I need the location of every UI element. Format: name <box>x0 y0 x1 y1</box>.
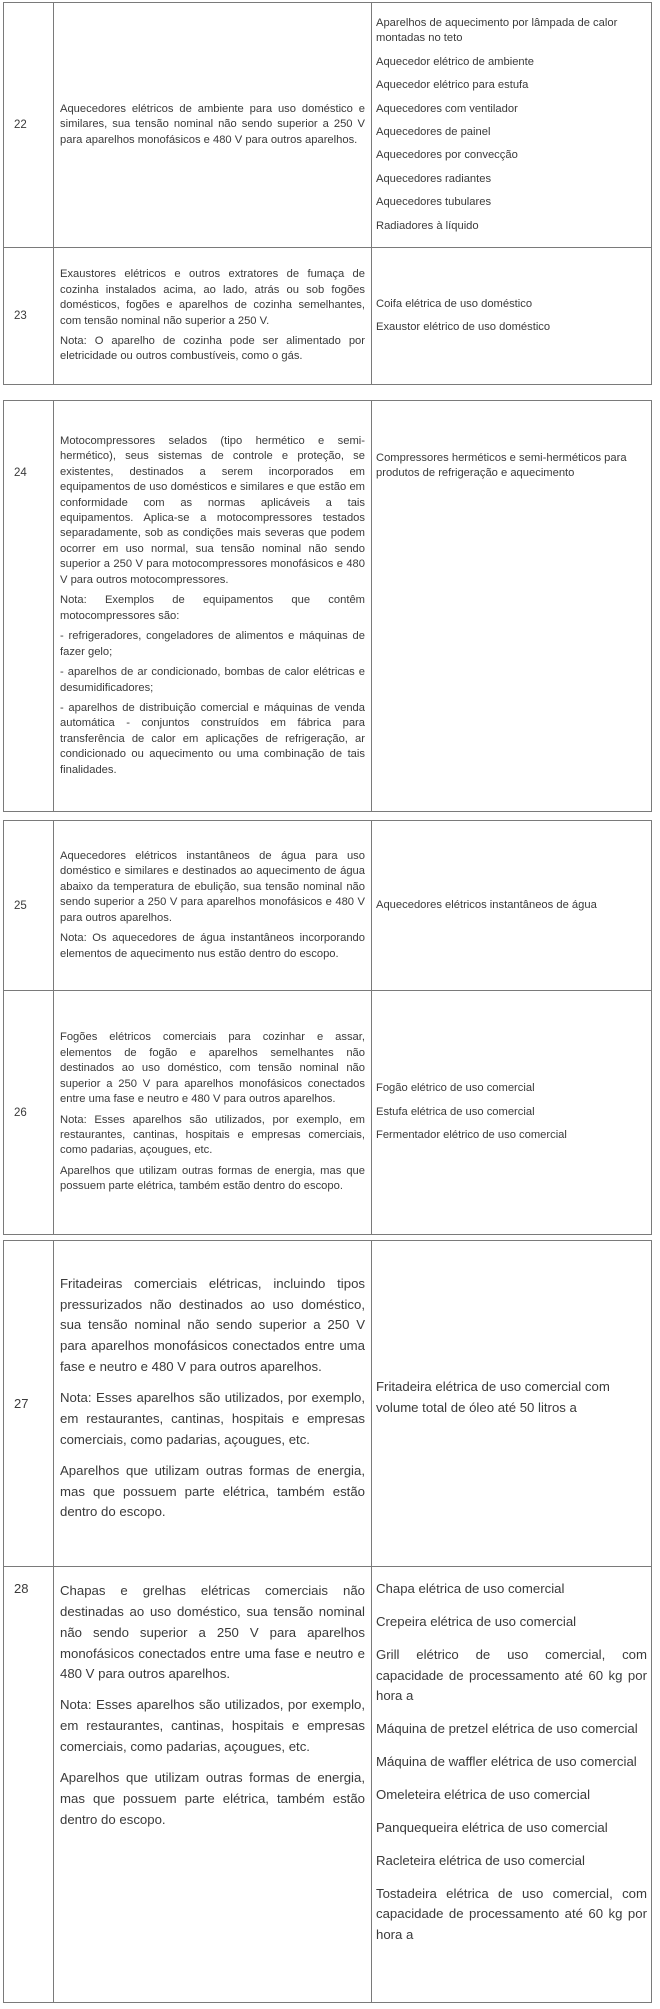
description-paragraph: Aquecedores elétricos instantâneos de água para uso doméstico e similares e destinados ao aquecimento de água abaixo da temperatura de ebulição, sua tensão nominal não sendo superior a 250 V para aparelhos monofásicos e 480 V para outros aparelhos. <box>60 849 365 924</box>
product-item: Aquecedores com ventilador <box>376 102 518 115</box>
description-paragraph: Aparelhos que utilizam outras formas de energia, mas que possuem parte elétrica, também estão dentro do escopo. <box>60 1769 365 1827</box>
row-number: 24 <box>4 401 54 812</box>
row-description <box>54 1241 372 1567</box>
product-item: Radiadores à líquido <box>376 219 479 232</box>
table-row <box>4 3 652 248</box>
description-paragraph: Exaustores elétricos e outros extratores de fumaça de cozinha instalados acima, ao lado, atrás ou sob fogões domésticos, fogões e aparelhos de cozinha semelhantes, com tensão nominal não superior a 250 V. <box>60 268 365 327</box>
table-segment-1 <box>3 2 652 385</box>
row-description <box>54 1567 372 2003</box>
product-item: Coifa elétrica de uso doméstico <box>376 297 533 310</box>
description-paragraph: - aparelhos de ar condicionado, bombas de calor elétricas e desumidificadores; <box>60 666 365 694</box>
product-item: Fogão elétrico de uso comercial <box>376 1082 535 1095</box>
table-row <box>4 401 652 812</box>
product-item: Fritadeira elétrica de uso comercial com volume total de óleo até 50 litros a <box>376 1378 610 1415</box>
row-number: 25 <box>4 821 54 991</box>
table-segment-2 <box>3 400 652 812</box>
description-paragraph: Motocompressores selados (tipo hermético e semi-hermético), seus sistemas de controle e proteção, se existentes, destinados a serem incorporados em equipamentos de uso domésticos e similares e que estão em conformidade com as normas aplicáveis a tais equipamentos. Aplica-se a motocompressores testados separadamente, sob as condições mais severas que podem ocorrer em uso normal, sua tensão nominal não sendo superior a 250 V para motocompressores monofásicos e 480 V para outros motocompressores. <box>60 434 365 586</box>
row-products <box>372 821 652 991</box>
product-item: Crepeira elétrica de uso comercial <box>376 1613 577 1629</box>
description-paragraph: Nota: Exemplos de equipamentos que contêm motocompressores são: <box>60 594 365 622</box>
product-item: Panquequeira elétrica de uso comercial <box>376 1819 608 1835</box>
product-item: Aquecedores de painel <box>376 126 491 138</box>
product-item: Chapa elétrica de uso comercial <box>376 1581 565 1596</box>
description-paragraph: Nota: O aparelho de cozinha pode ser alimentado por eletricidade ou outros combustíveis, como o gás. <box>60 334 365 363</box>
row-products <box>372 991 652 1235</box>
table-row <box>4 991 652 1235</box>
row-products <box>372 401 652 812</box>
product-item: Aquecedores tubulares <box>376 196 492 209</box>
product-item: Grill elétrico de uso comercial, com capacidade de processamento até 60 kg por hora a <box>376 1646 647 1704</box>
product-item: Exaustor elétrico de uso doméstico <box>376 321 551 333</box>
product-item: Estufa elétrica de uso comercial <box>376 1105 535 1118</box>
row-description <box>54 401 372 812</box>
row-number: 26 <box>4 991 54 1235</box>
product-item: Aquecedores elétricos instantâneos de água <box>376 898 597 911</box>
row-number: 22 <box>4 3 54 248</box>
table-segment-3 <box>3 820 652 1235</box>
product-item: Fermentador elétrico de uso comercial <box>376 1129 567 1142</box>
table-row <box>4 1567 652 2003</box>
product-item: Aquecedor elétrico de ambiente <box>376 55 534 68</box>
table-row <box>4 248 652 385</box>
description-paragraph: Chapas e grelhas elétricas comerciais não destinadas ao uso doméstico, sua tensão nominal não sendo superior a 250 V para aparelhos monofásicos conectados entre uma fase e neutro e 480 V para outros aparelhos. <box>60 1583 365 1682</box>
row-products <box>372 1241 652 1567</box>
row-description <box>54 3 372 248</box>
description-paragraph: Nota: Os aquecedores de água instantâneos incorporando elementos de aquecimento nus estão dentro do escopo. <box>60 932 365 960</box>
product-item: Omeleteira elétrica de uso comercial <box>376 1787 591 1803</box>
row-description <box>54 821 372 991</box>
description-paragraph: Nota: Esses aparelhos são utilizados, por exemplo, em restaurantes, cantinas, hospitais e empresas comerciais, como padarias, açougues, etc. <box>60 1113 365 1157</box>
row-description <box>54 248 372 385</box>
description-paragraph: Aparelhos que utilizam outras formas de energia, mas que possuem parte elétrica, também estão dentro do escopo. <box>60 1462 365 1520</box>
description-paragraph: Aquecedores elétricos de ambiente para uso doméstico e similares, sua tensão nominal não sendo superior a 250 V para aparelhos monofásicos e 480 V para outros aparelhos. <box>60 102 365 146</box>
table-row <box>4 821 652 991</box>
table-segment-4 <box>3 1240 652 2003</box>
description-paragraph: Fritadeiras comerciais elétricas, incluindo tipos pressurizados não destinados ao uso doméstico, sua tensão nominal não sendo superior a 250 V para aparelhos monofásicos conectados entre uma fase e neutro e 480 V para outros aparelhos. <box>60 1275 365 1375</box>
row-products <box>372 1567 652 2003</box>
row-number: 23 <box>4 248 54 385</box>
product-item: Máquina de waffler elétrica de uso comercial <box>376 1754 637 1770</box>
product-item: Compressores herméticos e semi-herméticos para produtos de refrigeração e aquecimento <box>376 452 627 480</box>
description-paragraph: Nota: Esses aparelhos são utilizados, por exemplo, em restaurantes, cantinas, hospitais e empresas comerciais, como padarias, açougues, etc. <box>60 1390 365 1447</box>
row-number: 28 <box>4 1567 54 2003</box>
product-item: Máquina de pretzel elétrica de uso comercial <box>376 1721 638 1737</box>
row-products <box>372 3 652 248</box>
row-products <box>372 248 652 385</box>
description-paragraph: - aparelhos de distribuição comercial e máquinas de venda automática - conjuntos construídos em fábrica para transferência de calor em aplicações de refrigeração, ar condicionado ou aquecimento ou uma combinação de tais finalidades. <box>60 701 365 776</box>
row-number: 27 <box>4 1241 54 1567</box>
product-item: Aquecedor elétrico para estufa <box>376 79 529 92</box>
product-item: Aquecedores radiantes <box>376 172 492 185</box>
table-row <box>4 1241 652 1567</box>
product-item: Aparelhos de aquecimento por lâmpada de calor montadas no teto <box>376 16 618 45</box>
description-paragraph: - refrigeradores, congeladores de alimentos e máquinas de fazer gelo; <box>60 630 365 658</box>
product-item: Racleteira elétrica de uso comercial <box>376 1852 585 1868</box>
product-item: Tostadeira elétrica de uso comercial, com capacidade de processamento até 60 kg por hora a <box>376 1885 647 1943</box>
product-item: Aquecedores por convecção <box>376 149 518 162</box>
description-paragraph: Nota: Esses aparelhos são utilizados, por exemplo, em restaurantes, cantinas, hospitais e empresas comerciais, como padarias, açougues, etc. <box>60 1697 365 1755</box>
row-description <box>54 991 372 1235</box>
description-paragraph: Fogões elétricos comerciais para cozinhar e assar, elementos de fogão e aparelhos semelhantes não destinados ao uso doméstico, com tensão nominal não superior a 250 V para aparelhos monofásicos conectados entre uma fase e neutro e 480 V para outros aparelhos. <box>60 1031 365 1106</box>
description-paragraph: Aparelhos que utilizam outras formas de energia, mas que possuem parte elétrica, também estão dentro do escopo. <box>60 1164 365 1193</box>
